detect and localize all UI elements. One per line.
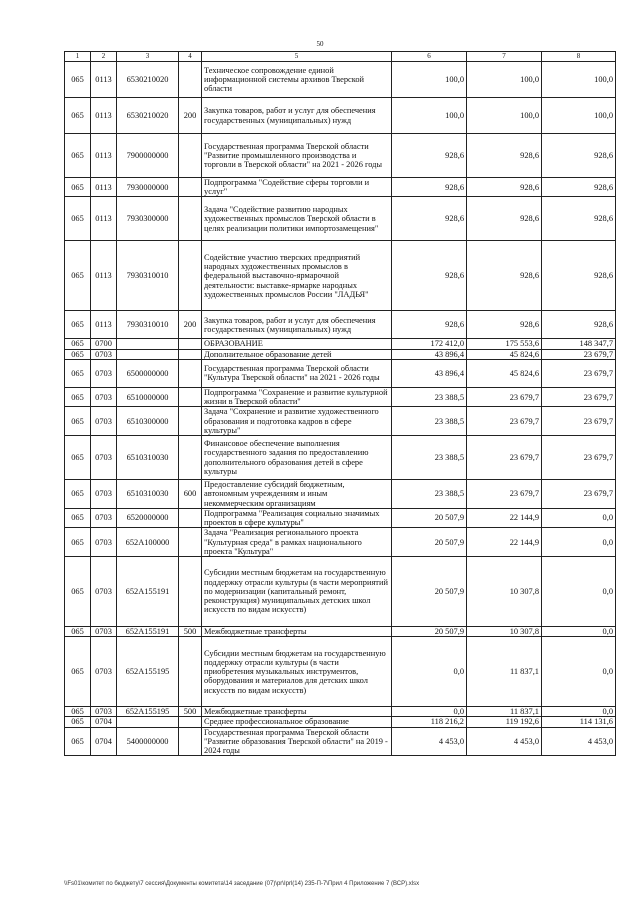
- amount-year2-cell: 22 144,9: [467, 508, 542, 527]
- budget-table: [64, 51, 616, 756]
- target-article-cell: 652A155195: [117, 637, 179, 707]
- table-row: [65, 637, 616, 707]
- amount-year3-cell: 928,6: [542, 134, 616, 178]
- amount-year2-cell: 11 837,1: [467, 637, 542, 707]
- owner-code-cell: 065: [65, 359, 91, 387]
- table-row: [65, 508, 616, 527]
- target-article-cell: 6510310030: [117, 480, 179, 509]
- expense-type-cell: [179, 62, 202, 98]
- target-article-cell: 6530210020: [117, 98, 179, 134]
- section-code-cell: 0113: [91, 197, 117, 241]
- amount-year3-cell: 0,0: [542, 707, 616, 717]
- amount-year2-cell: 22 144,9: [467, 528, 542, 557]
- amount-year1-cell: 23 388,5: [392, 480, 467, 509]
- amount-year2-cell: 45 824,6: [467, 349, 542, 359]
- amount-year1-cell: 928,6: [392, 134, 467, 178]
- owner-code-cell: 065: [65, 717, 91, 727]
- amount-year1-cell: 43 896,4: [392, 359, 467, 387]
- expense-type-cell: [179, 178, 202, 197]
- amount-year2-cell: 4 453,0: [467, 727, 542, 756]
- owner-code-cell: 065: [65, 528, 91, 557]
- amount-year1-cell: 23 388,5: [392, 387, 467, 406]
- section-code-cell: 0704: [91, 727, 117, 756]
- expense-type-cell: 200: [179, 98, 202, 134]
- column-number: 5: [202, 52, 392, 62]
- expense-type-cell: 500: [179, 626, 202, 636]
- amount-year3-cell: 23 679,7: [542, 349, 616, 359]
- section-code-cell: 0703: [91, 480, 117, 509]
- description-cell: Закупка товаров, работ и услуг для обеспечения государственных (муниципальных) нужд: [202, 98, 392, 134]
- amount-year2-cell: 100,0: [467, 62, 542, 98]
- owner-code-cell: 065: [65, 407, 91, 436]
- amount-year3-cell: 23 679,7: [542, 359, 616, 387]
- section-code-cell: 0704: [91, 717, 117, 727]
- table-row: [65, 556, 616, 626]
- column-number: 4: [179, 52, 202, 62]
- section-code-cell: 0703: [91, 407, 117, 436]
- description-cell: Межбюджетные трансферты: [202, 626, 392, 636]
- target-article-cell: 652A100000: [117, 528, 179, 557]
- amount-year1-cell: 172 412,0: [392, 339, 467, 349]
- section-code-cell: 0703: [91, 349, 117, 359]
- column-number: 2: [91, 52, 117, 62]
- table-row: [65, 62, 616, 98]
- amount-year3-cell: 23 679,7: [542, 387, 616, 406]
- page-number: 50: [316, 40, 324, 48]
- expense-type-cell: [179, 241, 202, 311]
- amount-year3-cell: 23 679,7: [542, 407, 616, 436]
- column-number: 1: [65, 52, 91, 62]
- owner-code-cell: 065: [65, 556, 91, 626]
- section-code-cell: 0113: [91, 98, 117, 134]
- description-cell: Государственная программа Тверской области "Культура Тверской области" на 2021 - 2026 годы: [202, 359, 392, 387]
- table-row: [65, 717, 616, 727]
- amount-year3-cell: 0,0: [542, 556, 616, 626]
- expense-type-cell: [179, 436, 202, 480]
- amount-year2-cell: 23 679,7: [467, 436, 542, 480]
- section-code-cell: 0113: [91, 62, 117, 98]
- amount-year1-cell: 928,6: [392, 197, 467, 241]
- amount-year2-cell: 175 553,6: [467, 339, 542, 349]
- description-cell: Подпрограмма "Содействие сферы торговли и услуг": [202, 178, 392, 197]
- section-code-cell: 0703: [91, 528, 117, 557]
- table-row: [65, 98, 616, 134]
- target-article-cell: [117, 717, 179, 727]
- amount-year2-cell: 100,0: [467, 98, 542, 134]
- column-number: 8: [542, 52, 616, 62]
- amount-year2-cell: 928,6: [467, 311, 542, 339]
- target-article-cell: 652A155195: [117, 707, 179, 717]
- amount-year1-cell: 0,0: [392, 637, 467, 707]
- amount-year3-cell: 928,6: [542, 197, 616, 241]
- target-article-cell: 7930300000: [117, 197, 179, 241]
- amount-year2-cell: 23 679,7: [467, 407, 542, 436]
- amount-year3-cell: 928,6: [542, 311, 616, 339]
- description-cell: Задача "Содействие развитию народных художественных промыслов Тверской области в целях реализации политики импортозамещения": [202, 197, 392, 241]
- description-cell: Государственная программа Тверской области "Развитие образования Тверской области" на 2019 - 2024 годы: [202, 727, 392, 756]
- expense-type-cell: 600: [179, 480, 202, 509]
- owner-code-cell: 065: [65, 626, 91, 636]
- amount-year1-cell: 23 388,5: [392, 407, 467, 436]
- description-cell: Дополнительное образование детей: [202, 349, 392, 359]
- owner-code-cell: 065: [65, 387, 91, 406]
- amount-year1-cell: 20 507,9: [392, 508, 467, 527]
- expense-type-cell: [179, 717, 202, 727]
- amount-year1-cell: 100,0: [392, 98, 467, 134]
- amount-year3-cell: 23 679,7: [542, 480, 616, 509]
- expense-type-cell: [179, 407, 202, 436]
- column-number: 3: [117, 52, 179, 62]
- owner-code-cell: 065: [65, 349, 91, 359]
- amount-year1-cell: 43 896,4: [392, 349, 467, 359]
- amount-year3-cell: 100,0: [542, 62, 616, 98]
- table-row: [65, 134, 616, 178]
- description-cell: Подпрограмма "Сохранение и развитие культурной жизни в Тверской области": [202, 387, 392, 406]
- amount-year3-cell: 0,0: [542, 508, 616, 527]
- amount-year3-cell: 928,6: [542, 241, 616, 311]
- owner-code-cell: 065: [65, 134, 91, 178]
- amount-year1-cell: 20 507,9: [392, 528, 467, 557]
- target-article-cell: [117, 349, 179, 359]
- amount-year2-cell: 928,6: [467, 134, 542, 178]
- expense-type-cell: [179, 134, 202, 178]
- section-code-cell: 0700: [91, 339, 117, 349]
- amount-year2-cell: 45 824,6: [467, 359, 542, 387]
- owner-code-cell: 065: [65, 197, 91, 241]
- owner-code-cell: 065: [65, 727, 91, 756]
- target-article-cell: 7930000000: [117, 178, 179, 197]
- expense-type-cell: [179, 387, 202, 406]
- amount-year3-cell: 0,0: [542, 528, 616, 557]
- amount-year1-cell: 928,6: [392, 178, 467, 197]
- expense-type-cell: [179, 197, 202, 241]
- amount-year1-cell: 928,6: [392, 311, 467, 339]
- expense-type-cell: [179, 727, 202, 756]
- section-code-cell: 0703: [91, 556, 117, 626]
- target-article-cell: 6510310030: [117, 436, 179, 480]
- description-cell: Субсидии местным бюджетам на государственную поддержку отрасли культуры (в части мероприятий по модернизации (капитальный ремонт, реконструкция) муниципальных детских школ искусств по видам искусств): [202, 556, 392, 626]
- amount-year1-cell: 100,0: [392, 62, 467, 98]
- owner-code-cell: 065: [65, 637, 91, 707]
- target-article-cell: 6500000000: [117, 359, 179, 387]
- section-code-cell: 0703: [91, 508, 117, 527]
- expense-type-cell: [179, 528, 202, 557]
- table-row: [65, 436, 616, 480]
- description-cell: Предоставление субсидий бюджетным, автономным учреждениям и иным некоммерческим организациям: [202, 480, 392, 509]
- description-cell: Субсидии местным бюджетам на государственную поддержку отрасли культуры (в части приобретения музыкальных инструментов, оборудования и материалов для детских школ искусств по видам искусств): [202, 637, 392, 707]
- amount-year1-cell: 0,0: [392, 707, 467, 717]
- expense-type-cell: [179, 637, 202, 707]
- target-article-cell: 6510000000: [117, 387, 179, 406]
- file-path-footer: \\Fs01\комитет по бюджету\7 сессия\Документы комитета\14 заседание (07)\pr\Iprl(14) 235-П-7\Прил 4 Приложение 7 (ВСР).xlsx: [64, 881, 420, 887]
- amount-year1-cell: 23 388,5: [392, 436, 467, 480]
- amount-year2-cell: 928,6: [467, 178, 542, 197]
- target-article-cell: 7900000000: [117, 134, 179, 178]
- amount-year2-cell: 928,6: [467, 241, 542, 311]
- amount-year3-cell: 100,0: [542, 98, 616, 134]
- owner-code-cell: 065: [65, 241, 91, 311]
- description-cell: Финансовое обеспечение выполнения государственного задания по предоставлению дополнительного образования детей в сфере культуры: [202, 436, 392, 480]
- table-row: [65, 626, 616, 636]
- section-code-cell: 0703: [91, 637, 117, 707]
- amount-year3-cell: 148 347,7: [542, 339, 616, 349]
- table-row: [65, 178, 616, 197]
- expense-type-cell: [179, 556, 202, 626]
- amount-year1-cell: 20 507,9: [392, 556, 467, 626]
- table-row: [65, 359, 616, 387]
- amount-year3-cell: 928,6: [542, 178, 616, 197]
- amount-year3-cell: 0,0: [542, 626, 616, 636]
- amount-year2-cell: 23 679,7: [467, 480, 542, 509]
- owner-code-cell: 065: [65, 339, 91, 349]
- amount-year2-cell: 10 307,8: [467, 626, 542, 636]
- expense-type-cell: [179, 359, 202, 387]
- expense-type-cell: [179, 349, 202, 359]
- section-code-cell: 0113: [91, 311, 117, 339]
- table-row: [65, 407, 616, 436]
- section-code-cell: 0703: [91, 387, 117, 406]
- owner-code-cell: 065: [65, 707, 91, 717]
- expense-type-cell: [179, 508, 202, 527]
- target-article-cell: 652A155191: [117, 556, 179, 626]
- owner-code-cell: 065: [65, 62, 91, 98]
- owner-code-cell: 065: [65, 311, 91, 339]
- table-row: [65, 349, 616, 359]
- column-number-row: [65, 52, 616, 62]
- target-article-cell: 7930310010: [117, 241, 179, 311]
- amount-year3-cell: 23 679,7: [542, 436, 616, 480]
- amount-year1-cell: 20 507,9: [392, 626, 467, 636]
- description-cell: Техническое сопровождение единой информационной системы архивов Тверской области: [202, 62, 392, 98]
- description-cell: Государственная программа Тверской области "Развитие промышленного производства и торговли в Тверской области" на 2021 - 2026 годы: [202, 134, 392, 178]
- table-row: [65, 727, 616, 756]
- table-row: [65, 480, 616, 509]
- section-code-cell: 0703: [91, 359, 117, 387]
- table-body: [65, 62, 616, 756]
- target-article-cell: 6520000000: [117, 508, 179, 527]
- amount-year1-cell: 118 216,2: [392, 717, 467, 727]
- description-cell: Среднее профессиональное образование: [202, 717, 392, 727]
- amount-year3-cell: 0,0: [542, 637, 616, 707]
- table-row: [65, 241, 616, 311]
- table-row: [65, 387, 616, 406]
- amount-year3-cell: 114 131,6: [542, 717, 616, 727]
- table-row: [65, 197, 616, 241]
- section-code-cell: 0703: [91, 436, 117, 480]
- amount-year1-cell: 928,6: [392, 241, 467, 311]
- target-article-cell: 652A155191: [117, 626, 179, 636]
- column-number: 7: [467, 52, 542, 62]
- amount-year2-cell: 11 837,1: [467, 707, 542, 717]
- owner-code-cell: 065: [65, 480, 91, 509]
- target-article-cell: 6530210020: [117, 62, 179, 98]
- target-article-cell: [117, 339, 179, 349]
- amount-year2-cell: 928,6: [467, 197, 542, 241]
- column-number: 6: [392, 52, 467, 62]
- owner-code-cell: 065: [65, 436, 91, 480]
- target-article-cell: 7930310010: [117, 311, 179, 339]
- target-article-cell: 5400000000: [117, 727, 179, 756]
- description-cell: Подпрограмма "Реализация социально значимых проектов в сфере культуры": [202, 508, 392, 527]
- description-cell: Задача "Сохранение и развитие художественного образования и подготовка кадров в сфере культуры": [202, 407, 392, 436]
- section-code-cell: 0113: [91, 178, 117, 197]
- owner-code-cell: 065: [65, 178, 91, 197]
- table-row: [65, 707, 616, 717]
- section-code-cell: 0703: [91, 626, 117, 636]
- amount-year2-cell: 23 679,7: [467, 387, 542, 406]
- table-row: [65, 311, 616, 339]
- description-cell: Содействие участию тверских предприятий народных художественных промыслов в федеральной выставочно-ярмарочной деятельности: выставке-ярмарке народных художественных промыслов России "ЛАДЬЯ": [202, 241, 392, 311]
- amount-year2-cell: 119 192,6: [467, 717, 542, 727]
- expense-type-cell: 500: [179, 707, 202, 717]
- section-code-cell: 0703: [91, 707, 117, 717]
- amount-year2-cell: 10 307,8: [467, 556, 542, 626]
- target-article-cell: 6510300000: [117, 407, 179, 436]
- table-row: [65, 528, 616, 557]
- section-code-cell: 0113: [91, 241, 117, 311]
- table-row: [65, 339, 616, 349]
- expense-type-cell: [179, 339, 202, 349]
- section-code-cell: 0113: [91, 134, 117, 178]
- owner-code-cell: 065: [65, 508, 91, 527]
- description-cell: Межбюджетные трансферты: [202, 707, 392, 717]
- description-cell: Задача "Реализация регионального проекта "Культурная среда" в рамках национального проекта "Культура": [202, 528, 392, 557]
- amount-year1-cell: 4 453,0: [392, 727, 467, 756]
- description-cell: Закупка товаров, работ и услуг для обеспечения государственных (муниципальных) нужд: [202, 311, 392, 339]
- owner-code-cell: 065: [65, 98, 91, 134]
- amount-year3-cell: 4 453,0: [542, 727, 616, 756]
- expense-type-cell: 200: [179, 311, 202, 339]
- description-cell: ОБРАЗОВАНИЕ: [202, 339, 392, 349]
